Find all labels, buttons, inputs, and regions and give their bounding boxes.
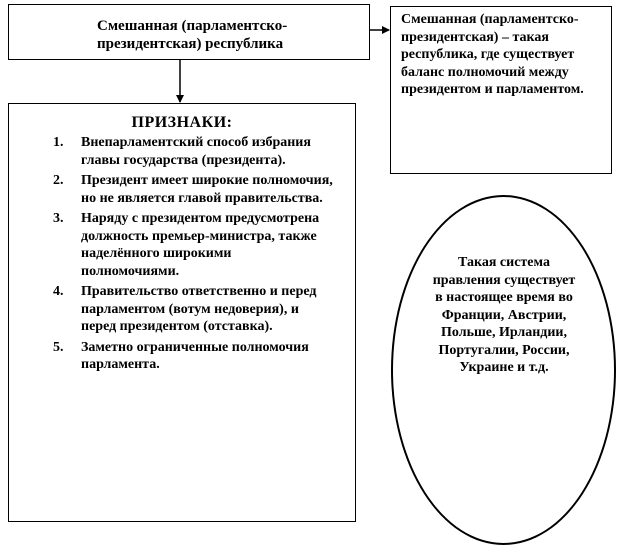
signs-list [53, 134, 333, 377]
list-item-number: 1. [53, 135, 64, 150]
republic-type-box [8, 4, 370, 60]
list-item-number: 3. [53, 211, 64, 226]
list-item [53, 210, 333, 280]
countries-text: Такая система правления существует в настоящее время во Франции, Австрии, Польше, Ирландии, Португалии, России, Украине и т.д. [432, 255, 576, 375]
countries-ellipse [391, 195, 616, 545]
list-item-text: Наряду с президентом предусмотрена должность премьер-министра, также наделённого широкими полномочиями. [81, 211, 320, 279]
signs-heading: ПРИЗНАКИ: [131, 114, 233, 131]
definition-text: Смешанная (парламентско-президентская) – такая республика, где существует баланс полномочий между президентом и парламентом. [401, 12, 584, 97]
signs-box [8, 103, 356, 522]
list-item [53, 283, 333, 336]
list-item-text: Правительство ответственно и перед парламентом (вотум недоверия), и перед президентом (отставка). [81, 284, 317, 334]
list-item-number: 4. [53, 284, 64, 299]
list-item-text: Заметно ограниченные полномочия парламента. [81, 339, 309, 372]
list-item-number: 2. [53, 173, 64, 188]
list-item [53, 172, 333, 207]
republic-type-title: Смешанная (парламентско-президентская) республика [97, 18, 288, 52]
list-item-number: 5. [53, 339, 64, 355]
list-item-text: Президент имеет широкие полномочия, но не является главой правительства. [81, 173, 333, 206]
list-item-text: Внепарламентский способ избрания главы государства (президента). [81, 135, 311, 168]
list-item [53, 134, 333, 169]
definition-box [390, 6, 612, 174]
list-item [53, 339, 333, 374]
